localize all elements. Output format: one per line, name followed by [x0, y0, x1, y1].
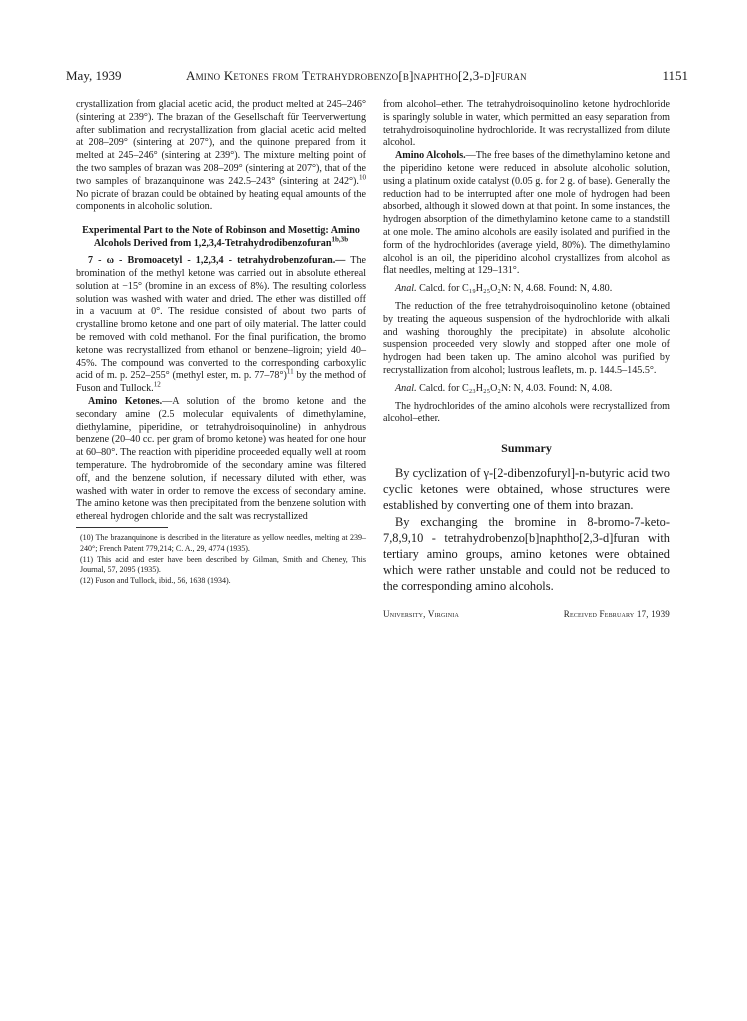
paragraph-amino-ketones	[76, 396, 366, 524]
analysis-2	[383, 383, 670, 396]
run-in-heading-amino-alcohols: Amino Alcohols.	[395, 150, 466, 162]
page-number: 1151	[662, 68, 688, 83]
header-date: May, 1939	[66, 68, 122, 83]
footnote-ref-12: 12	[153, 380, 161, 389]
paragraph-hydrochlorides: The hydrochlorides of the amino alcohols were recrystallized from alcohol–ether.	[383, 400, 670, 425]
summary-paragraph-1: By cyclization of γ-[2-dibenzofuryl]-n-butyric acid two cyclic ketones were obtained, whose structures were established by converting one of them into brazan.	[383, 465, 670, 513]
running-header	[66, 68, 688, 86]
footnote-11: (11) This acid and ester have been described by Gilman, Smith and Cheney, This Journal, 57, 2095 (1935).	[80, 554, 366, 575]
paragraph-brazan-text: crystallization from glacial acetic acid, the product melted at 245–246° (sintering at 239°). The brazan of the Gesellschaft für Teerverwertung after sublimation and recrystallization from glacial acetic acid melted at 208–209° (sintering at 207°), and the quinone prepared from it melted at 245–246° (sintering at 239°). The mixture melting point of the two samples of brazan was 208–209° (sintering at 207°), that of the two samples of brazanquinone was 242.5–243° (sintering at 242°).	[76, 99, 366, 187]
left-column	[76, 99, 366, 587]
section-heading	[76, 225, 366, 250]
affiliation: University, Virginia	[383, 608, 459, 619]
footnote-ref-11: 11	[286, 367, 294, 376]
header-title: Amino Ketones from Tetrahydrobenzo[b]naphtho[2,3-d]furan	[186, 68, 527, 83]
section-heading-text: Experimental Part to the Note of Robinson and Mosettig: Amino Alcohols Derived from 1,2,3,4-Tetrahydrodibenzofuran	[82, 225, 360, 249]
footnote-ref-10: 10	[358, 173, 366, 182]
analysis-2-label: Anal.	[395, 382, 417, 394]
signature-line	[383, 608, 670, 620]
paragraph-bromoacetyl	[76, 255, 366, 396]
run-in-heading-bromoacetyl: 7 - ω - Bromoacetyl - 1,2,3,4 - tetrahydrobenzofuran.—	[88, 255, 346, 267]
paragraph-reduction: The reduction of the free tetrahydroisoquinolino ketone (obtained by treating the aqueous suspension of the hydrochloride with alkali and washing thoroughly the precipitate) in absolute alcoholic suspension proceeded very slowly and stopped after one mole of hydrogen had been taken up. The amino alcohol was purified by recrystallization from alcohol; lustrous leaflets, m. p. 144.5–145.5°.	[383, 300, 670, 376]
analysis-1-label: Anal.	[395, 283, 417, 295]
paragraph-continued: from alcohol–ether. The tetrahydroisoquinolino ketone hydrochloride is sparingly soluble in water, which permitted an easy separation from tetrahydroisoquinoline hydrochloride. It was recrystallized from dilute alcohol.	[383, 99, 670, 149]
paragraph-brazan-tail: No picrate of brazan could be obtained by heating equal amounts of the components in alcoholic solution.	[76, 188, 366, 213]
footnote-10: (10) The brazanquinone is described in the literature as yellow needles, melting at 239–240°; French Patent 779,214; C. A., 29, 4774 (1935).	[80, 532, 366, 553]
analysis-2-text: Calcd. for C₂₃H₂₅O₂N: N, 4.03. Found: N, 4.08.	[416, 382, 613, 394]
paragraph-brazan	[76, 99, 366, 214]
right-column	[383, 99, 670, 620]
footnote-12: (12) Fuson and Tullock, ibid., 56, 1638 (1934).	[80, 576, 231, 586]
summary-paragraph-2: By exchanging the bromine in 8-bromo-7-keto-7,8,9,10 - tetrahydrobenzo[b]naphtho[2,3-d]furan with tertiary amino groups, amino ketones were obtained which were rather unstable and could not be reduced to the corresponding amino alcohols.	[383, 514, 670, 594]
summary-heading: Summary	[501, 441, 552, 456]
run-in-heading-amino-ketones: Amino Ketones.	[88, 395, 163, 407]
footnote-divider	[76, 527, 168, 528]
paragraph-amino-ketones-text: —A solution of the bromo ketone and the secondary amine (2.5 molecular equivalents of dimethylamine, diethylamine, piperidine, or tetrahydroisoquinoline) in anhydrous benzene (20–40 cc. per gram of bromo ketone) was heated for one hour at 60–80°. The reaction with piperidine proceeded equally well at room temperature. The hydrobromide of the secondary amine was filtered off, and the benzene solution, if necessary diluted with ether, was washed with water in order to remove the excess of secondary amine. The amino ketone was then precipitated from the benzene solution with ethereal hydrogen chloride and the salt was recrystallized	[76, 395, 366, 523]
paragraph-bromoacetyl-tail: by the method of Fuson and Tullock.	[76, 370, 366, 395]
analysis-1	[383, 283, 670, 296]
paragraph-amino-alcohols-text: —The free bases of the dimethylamino ketone and the piperidino ketone were reduced in absolute alcoholic solution, using a platinum oxide catalyst (0.05 g. for 2 g. of base). Generally the reduction had to be interrupted after one mole of hydrogen had been absorbed, although it slowed down at that point. In some instances, the hydrogen absorption of the dimethylamino ketone came to a standstill at one mole. The amino alcohols are easily isolated and purified in the form of the hydrochlorides (average yield, 80%). The dimethylamino alcohol is an oil, the piperidino alcohol crystallizes from alcohol as flat needles, melting at 129–131°.	[383, 150, 671, 277]
received-date: Received February 17, 1939	[563, 608, 670, 619]
analysis-1-text: Calcd. for C₁₉H₂₅O₂N: N, 4.68. Found: N, 4.80.	[416, 283, 613, 295]
section-heading-refs: 1b,3b	[331, 235, 349, 244]
paragraph-bromoacetyl-text: The bromination of the methyl ketone was carried out in absolute ethereal solution at −15° (bromine in an excess of 8%). The resulting colorless solution was washed with water and dried. The ether was distilled off in a vacuum at 0°. The residue consisted of about two parts of crystalline bromo ketone and one part of oily material. The latter could be removed with cold methanol. For the final purification, the bromo ketone was recrystallized from ethanol or benzene–ligroin; yield 40–45%. The compound was converted to the corresponding carboxylic acid of m. p. 252–255° (methyl ester, m. p. 77–78°)	[76, 255, 366, 382]
paragraph-amino-alcohols	[383, 150, 670, 278]
